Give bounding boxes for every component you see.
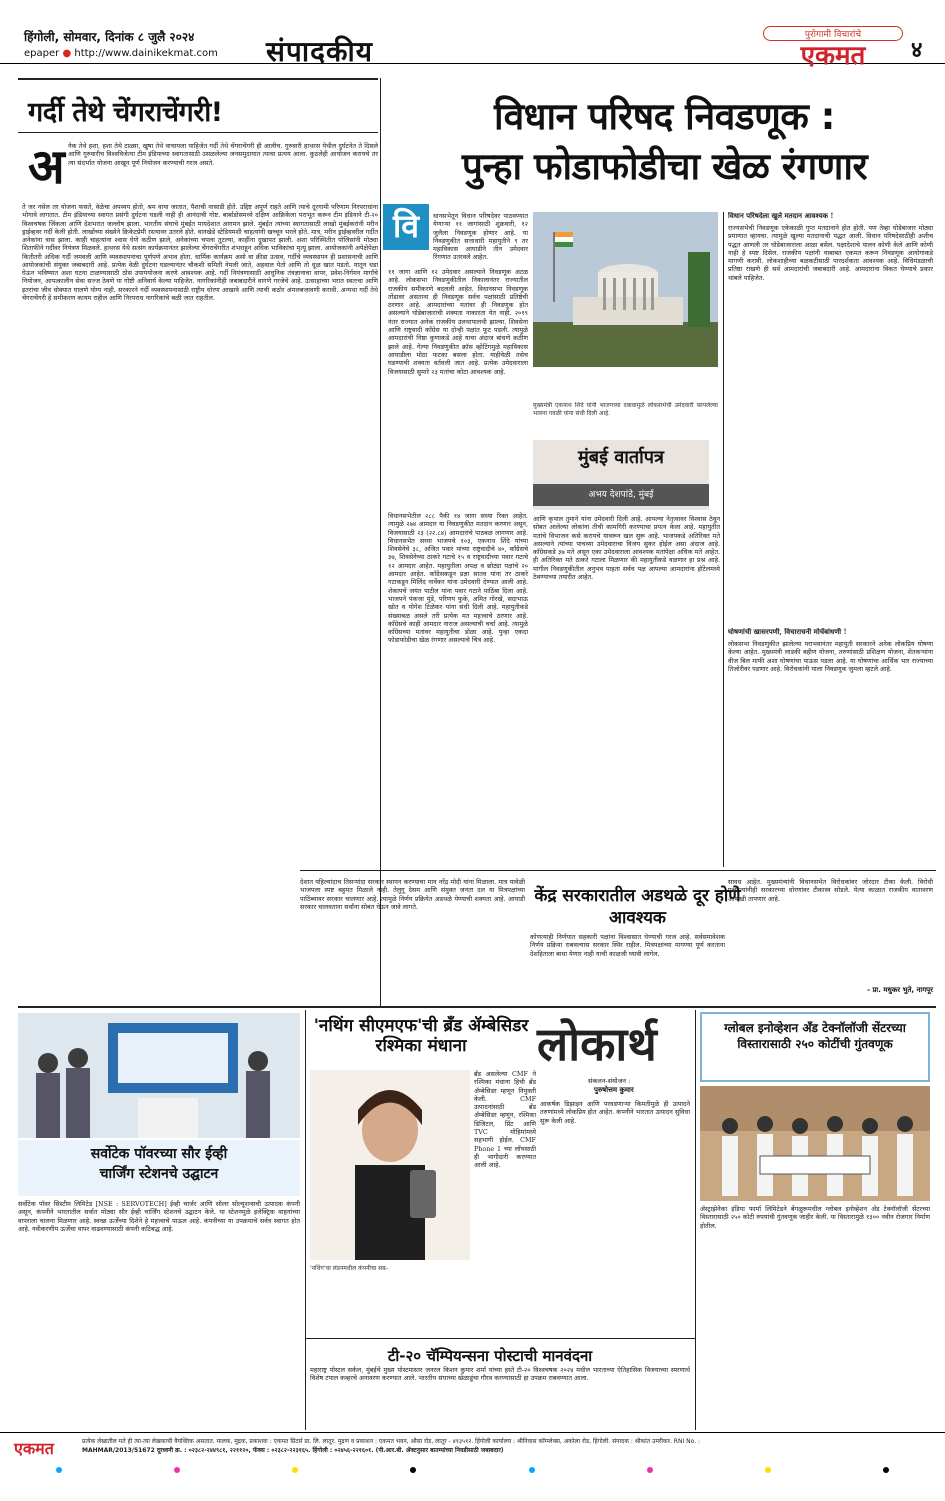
- right-subhead-1: विधान परिषदेला खुले मतदान आवश्यक !: [728, 212, 834, 220]
- servotech-headline-box: [18, 1140, 300, 1196]
- registration-mark: [883, 1467, 889, 1473]
- servotech-photo: [18, 1013, 300, 1138]
- lokarth-compiler-name: पुरुषोत्तम कुमार: [594, 1086, 634, 1094]
- registration-mark: [647, 1467, 653, 1473]
- epaper-link[interactable]: [24, 48, 218, 59]
- global-center-headline: ग्लोबल इनोव्हेशन ॲंड टेक्नॉलॉजी सेंटरच्या विस्तारासाठी २५० कोटींची गुंतवणूक: [724, 1021, 906, 1051]
- main-body-2: विधानसभेतील २८८ पैकी १४ जागा सध्या रिक्त आहेत. त्यामुळे २७४ आमदार या निवडणुकीत मतदान करणार असून, विजयासाठी २३ (२२.८४) आमदारांचे पाठबळ लागणार आहे. विधानसभेत सध्या भाजपचे १०३, एकनाथ शिंदे यांच्या शिवसेनेचे ३८, अजित पवार यांच्या राष्ट्रवादीचे ४०, काँग्रेसचे ३७, शिवसेनेच्या ठाकरे गटाचे १५ व राष्ट्रवादीच्या पवार गटाचे १२ आमदार आहेत. महायुतीला अपक्ष व छोट्या पक्षांचे २० आमदार आहेत. काँग्रेसकडून प्रज्ञा सातव यांना तर ठाकरे गटाकडून मिलिंद नार्वेकर यांना उमेदवारी देण्यात आली आहे. शेकापचे जयंत पाटील यांना पवार गटाने पाठिंबा दिला आहे. भाजपने पंकजा मुंडे, परिणय फुके, अमित गोरखे, सदाभाऊ खोत व योगेश टिळेकर यांना संधी दिली आहे. महायुतीकडे संख्याबळ असले तरी प्रत्येक मत महत्त्वाचे ठरणार आहे. काँग्रेसचे काही आमदार नाराज असल्याची चर्चा आहे. त्यामुळे काँग्रेसच्या मतांवर महायुतीचा डोळा आहे. पुन्हा एकदा फोडाफोडीचा खेळ रंगणार असल्याचे चित्र आहे.: [388, 512, 528, 645]
- epaper-url[interactable]: http://www.dainikekmat.com: [74, 48, 218, 59]
- main-headline-line1: विधान परिषद निवडणूक :: [494, 95, 835, 138]
- rashmika-text: ब्रँड असलेल्या CMF ने रश्मिका मंधाना हिची ब्रँड ॲम्बेसिडर म्हणून नियुक्ती केली. CMF उत्पादनांसाठी ब्रँड ॲम्बेसिडर म्हणून, रश्मिका डिजिटल, प्रिंट आणि TVC मोहिमांमध्ये सहभागी होईल. CMF Phone 1 च्या लाँचसाठी ही भागीदारी करण्यात आली आहे.: [474, 1070, 536, 1170]
- right-text-1: राज्यसभेची निवडणूक एकेकाळी गुप्त मतदानाने होत होती. पण तेव्हा घोडेबाजार मोठ्या प्रमाणात व्हायचा. त्यामुळे खुल्या मतदानाची पद्धत आली. विधान परिषदेसाठीही अशीच पद्धत आणली तर घोडेबाजाराला आळा बसेल. पक्षादेशाचे पालन कोणी केले आणि कोणी नाही हे स्पष्ट दिसेल. राजकीय पक्षांनी याबाबत एकमत करून निवडणूक आयोगाकडे मागणी करावी. लोकशाहीच्या बळकटीसाठी पारदर्शकता आवश्यक आहे. विधिमंडळाची प्रतिष्ठा राखणे ही सर्व आमदारांची जबाबदारी आहे. आमदारांना विकत घेण्याचे प्रकार थांबले पाहिजेत.: [728, 224, 933, 282]
- registration-mark: [765, 1467, 771, 1473]
- footer-line-2: MAHMAR/2013/51672 दूरध्वनी क्र. : ०२३८२-२४४९८१, २२११२०, फॅक्स : ०२३८२-२२३१६५. हिंगोली : ०२४५६-२२१६०१. (पी.आर.बी. ॲक्टनुसार बातम्यांच्या निवडीसाठी जबाबदार): [82, 1447, 504, 1454]
- rashmika-headline: 'नथिंग सीएमएफ'ची ब्रँड ॲम्बेसिडर रश्मिका मंधाना: [313, 1016, 529, 1056]
- rashmika-caption: 'नथिंग'चा लंडनमधील कंपनीचा सब-: [310, 1265, 388, 1272]
- editorial-lead: नेक तेथे हशा, हशा तेथे टाळ्या, खुषा तेथे वाचायला पाहिजेत गर्दी तेथे चेंगराचेंगरी ही आलीच. गुरुवारी हाथरस येथील दुर्घटनेत ते दिसले आणि गुरुवारीच विश्वविजेत्या टीम इंडियाच्या स्वागतासाठी उसळलेल्या जनसमुदायात त्याचा प्रत्यय आला. कुठलेही आयोजन करायचे तर त्या संदर्भात योजना आखून पूर्ण नियोजन करण्याची गरज असते.: [68, 142, 378, 167]
- editorial-headline: गर्दी तेथे चेंगराचेंगरी!: [28, 97, 223, 128]
- servotech-headline: [18, 1144, 300, 1184]
- logo-name: एकमत: [800, 41, 866, 71]
- column-title: मुंबई वार्तापत्र: [578, 447, 664, 468]
- t20-headline: टी-२० चॅम्पियन्सना पोस्टाची मानवंदना: [387, 1347, 593, 1365]
- epaper-icon: ●: [62, 48, 72, 59]
- section-title: संपादकीय: [266, 35, 373, 68]
- registration-marks: [0, 1462, 945, 1478]
- servotech-text: सर्वोटेक पॉवर सिस्टीम लिमिटेड [NSE : SERVOTECH] ईव्ही चार्जर आणि सोलर सोल्यूशन्सची उत्पादक कंपनी असून, कंपनीने भारतातील सर्वात मोठ्या सौर ईव्ही चार्जिंग स्टेशनचे उद्घाटन केले. या स्टेशनमुळे इलेक्ट्रिक वाहनांच्या वापराला चालना मिळणार आहे. स्वच्छ ऊर्जेच्या दिशेने हे महत्त्वाचे पाऊल आहे. कंपनीच्या या उपक्रमाचे सर्वत्र स्वागत होत आहे. नवीकरणीय ऊर्जेचा वापर वाढवण्यासाठी कंपनी कटिबद्ध आहे.: [18, 1200, 300, 1233]
- right-text-3: सावध आहेत. मुख्यमंत्र्यांनी विधानसभेत विरोधकांवर जोरदार टीका केली. विरोधी पक्षनेत्यांनीही सरकारच्या धोरणांवर टीकास्त्र सोडले. येत्या काळात राजकीय वातावरण आणखी तापणार आहे.: [728, 878, 933, 903]
- masthead-logo: [758, 26, 908, 71]
- lokarth-text: आकर्षक डिझाइन आणि परवडणाऱ्या किमतीमुळे ही उत्पादने तरुणांमध्ये लोकप्रिय होत आहेत. कंपनीने भारतात उत्पादन सुविधा सुरू केली आहे.: [540, 1100, 690, 1125]
- epaper-label: epaper: [24, 48, 60, 59]
- global-center-headline-box: [700, 1012, 930, 1082]
- column-banner: [533, 440, 709, 510]
- divider: [18, 132, 378, 133]
- center-story-left-text: देशात पहिल्यांदाच तिसऱ्यांदा सरकार स्थापन करण्याचा मान नरेंद्र मोदी यांना मिळाला. मात्र यावेळी भाजपला स्पष्ट बहुमत मिळाले नाही. तेलुगू देसम आणि संयुक्त जनता दल या मित्रपक्षांच्या पाठिंब्यावर सरकार चालणार आहे. त्यामुळे निर्णय प्रक्रियेत अडथळे येण्याची शक्यता आहे. आघाडी सरकार चालवताना सर्वांना सोबत घेऊन जावे लागते.: [300, 878, 525, 911]
- footer-logo-name: एकमत: [14, 1439, 54, 1458]
- center-story-right-text: कोणत्याही निर्णयात सहकारी पक्षांना विश्वासात घेण्याची गरज आहे. सर्वसमावेशक निर्णय प्रक्रिया राबवल्यास सरकार स्थिर राहील. मित्रपक्षांच्या मागण्या पूर्ण करताना देशहिताला बाधा येणार नाही याची काळजी घ्यावी लागेल.: [530, 933, 725, 958]
- registration-mark: [292, 1467, 298, 1473]
- photo-lead-text: [533, 370, 718, 398]
- registration-mark: [174, 1467, 180, 1473]
- registration-mark: [410, 1467, 416, 1473]
- divider: [305, 1338, 695, 1339]
- right-byline: - प्रा. मधुकर भुते, नागपूर: [867, 986, 933, 994]
- column-divider: [380, 78, 381, 1008]
- main-body-1: ११ जागा आणि १२ उमेदवार असल्याने निवडणूक अटळ आहे. लोकसभा निवडणुकीतील निकालानंतर राज्यातील राजकीय समीकरणे बदलली आहेत. विधानसभा निवडणूक तोंडावर असताना ही निवडणूक सर्वच पक्षांसाठी प्रतिष्ठेची ठरणार आहे. आमदारांच्या मतांवर ही निवडणूक होत असल्याने घोडेबाजाराची शक्यता नाकारता येत नाही. २०१९ नंतर राज्यात अनेक राजकीय उलथापालथी झाल्या. शिवसेना आणि राष्ट्रवादी काँग्रेस या दोन्ही पक्षांत फूट पडली. त्यामुळे आमदारांची निष्ठा कुणाकडे आहे याचा अंदाज बांधणे कठीण झाले आहे. गेल्या निवडणुकीत क्रॉस व्होटिंगमुळे महाविकास आघाडीला मोठा फटका बसला होता. याहीवेळी तसेच घडण्याची शक्यता वर्तवली जात आहे. प्रत्येक उमेदवाराला विजयासाठी सुमारे २३ मतांचा कोटा आवश्यक आहे.: [388, 268, 528, 376]
- column-divider: [695, 1010, 696, 1430]
- logo-tagline: पुरोगामी विचारांचे: [763, 26, 903, 41]
- divider: [18, 78, 378, 80]
- rashmika-photo: [310, 1070, 470, 1260]
- registration-mark: [529, 1467, 535, 1473]
- main-body-3: आणि कृपाल तुमाने यांना उमेदवारी दिली आहे. आपल्या नेतृत्वावर विश्वास ठेवून सोबत आलेल्या लोकांना तीची कामगिरी करण्याचा प्रयत्न केला आहे. महायुतीत मतांचे विभाजन कसे करायचे यावरून खल सुरू आहे. भाजपकडे अतिरिक्त मते असल्याने त्यांच्या पाचव्या उमेदवाराचा विजय सुकर होईल असा अंदाज आहे. काँग्रेसकडे ३७ मते असून एका उमेदवाराला आवश्यक मतांपेक्षा अधिक मते आहेत. ही अतिरिक्त मते ठाकरे गटाला मिळणार की महायुतीकडे वळणार हा प्रश्न आहे. मागील निवडणुकीतील अनुभव पाहता सर्वच पक्ष आपल्या आमदारांना हॉटेलमध्ये ठेवण्याच्या तयारीत आहेत.: [533, 515, 720, 582]
- registration-mark: [56, 1467, 62, 1473]
- divider: [18, 1006, 936, 1008]
- divider: [300, 870, 936, 871]
- main-dropcap: वि: [383, 204, 429, 250]
- main-headline: [392, 92, 937, 192]
- column-author: अभय देशपांडे, मुंबई: [533, 484, 709, 506]
- main-headline-line2: पुन्हा फोडाफोडीचा खेळ रंगणार: [461, 145, 868, 188]
- lokarth-compiler-label: संकलन-संयोजन :: [588, 1077, 631, 1085]
- photo-caption: मुख्यमंत्री एकनाथ शिंदे यांनी भाजपच्या दबावामुळे लोकसभेची उमेदवारी कापलेल्या भावना गवळी यांना संधी दिली आहे.: [533, 402, 718, 418]
- dateline: हिंगोली, सोमवार, दिनांक ८ जुलै २०२४: [24, 30, 195, 44]
- global-center-text: ॲस्ट्राझेनेका इंडिया फार्मा लिमिटेडने बेंगळुरूमधील ग्लोबल इनोव्हेशन ॲंड टेक्नॉलॉजी सेंटरच्या विस्तारासाठी २५० कोटी रुपयांची गुंतवणूक जाहीर केली. या विस्तारामुळे १३०० नवीन रोजगार निर्माण होतील.: [700, 1205, 930, 1230]
- servotech-headline-line1: सर्वोटेक पॉवरच्या सौर ईव्ही: [90, 1146, 228, 1162]
- footer-imprint: [82, 1437, 932, 1455]
- t20-text: महाराष्ट्र पोस्टल सर्कल, मुंबईचे मुख्य पोस्टमास्तर जनरल किशन कुमार शर्मा यांच्या हस्ते टी-२० विश्वचषक २०२४ मधील भारताच्या ऐतिहासिक विजयाच्या स्मरणार्थ विशेष टपाल कव्हरचे अनावरण करण्यात आले. भारतीय संघाच्या खेळाडूंचा गौरव करण्यासाठी हा उपक्रम राबवण्यात आला.: [310, 1366, 690, 1383]
- right-text-2: लोकसभा निवडणुकीत झालेल्या पराभवानंतर महायुती सरकारने अनेक लोकप्रिय घोषणा केल्या आहेत. मुख्यमंत्री लाडकी बहीण योजना, तरुणांसाठी प्रशिक्षण योजना, शेतकऱ्यांना वीज बिल माफी अशा घोषणांचा पाऊस पडला आहे. या घोषणांचा आर्थिक भार राज्याच्या तिजोरीवर पडणार आहे. विरोधकांनी याला निवडणूक जुमला म्हटले आहे.: [728, 640, 933, 673]
- column-divider: [723, 212, 724, 867]
- vidhan-bhavan-photo: [533, 212, 718, 367]
- footer-line-1: प्रत्येक लेखातील मते ही त्या-त्या लेखकाची वैयक्तिक असतात. मालक, मुद्रक, प्रकाशक : एकमत प्रिंटर्स प्रा. लि. लातूर. मुद्रण व प्रकाशन : एकमत भवन, औसा रोड, लातूर - ४१३५१२. हिंगोली कार्यालय : श्रीनिवास कॉम्प्लेक्स, अकोला रोड, हिंगोली. संपादक : श्रीकांत उमरीकर. RNI No. :: [82, 1438, 701, 1445]
- editorial-body: ते जर नसेल तर योजना फसते, वेळेचा अपव्यय होतो, श्रम वाया जातात, पैशाची नासाडी होते. उद्दिष्ट अपूर्ण राहते आणि त्याचे दूरगामी परिणाम निरपराधांना भोगावे लागतात. टीम इंडियाच्या स्वागत प्रसंगी दुर्घटना घडली नाही ही आनंदाची गोष्ट. बार्बाडोसमध्ये दक्षिण आफ्रिकेला पराभूत करून टीम इंडियाने टी-२० विश्वचषक जिंकला आणि देशभरात जल्लोष झाला. भारतीय संघाचे मुंबईत मायदेशात आगमन झाले. मुंबईत त्यांच्या स्वागतासाठी लाखो मुंबईकरांनी मरीन ड्राईव्हवर गर्दी केली होती. लाखोंच्या संख्येने क्रिकेटप्रेमी रस्त्यावर उतरले होते. वानखेडे स्टेडियमशी चाहत्यांनी खच्चून भरले होते. मात्र, मरीन ड्राईव्हवरील गर्दीत अनेकांना त्रास झाला. काही चाहत्यांना श्वास घेणे कठीण झाले, अनेकांच्या चपला तुटल्या, काहींना दुखापत झाली. अशा परिस्थितीत पोलिसांनी मोठ्या शिताफीने गर्दीवर नियंत्रण मिळवले. हाथरस येथे सत्संग कार्यक्रमानंतर झालेल्या चेंगराचेंगरीत शंभराहून अधिक भाविकांचा मृत्यू झाला. आयोजकांनी अपेक्षेपेक्षा कितीतरी अधिक गर्दी जमवली आणि व्यवस्थापनाचा पूर्णपणे अभाव होता. धार्मिक कार्यक्रम असो वा क्रीडा उत्सव, गर्दीचे व्यवस्थापन ही प्रशासनाची आणि आयोजकांची संयुक्त जबाबदारी आहे. प्रत्येक वेळी दुर्घटना घडल्यानंतर चौकशी समिती नेमली जाते, अहवाल येतो आणि तो धूळ खात पडतो. यातून धडा घेऊन भविष्यात अशा घटना टाळण्यासाठी ठोस उपाययोजना करणे आवश्यक आहे. गर्दी नियंत्रणासाठी आधुनिक तंत्रज्ञानाचा वापर, प्रवेश-निर्गमन मार्गांचे नियोजन, आपत्कालीन सेवा सज्ज ठेवणे या गोष्टी अनिवार्य केल्या पाहिजेत. नागरिकांनीही जबाबदारीने वागणे गरजेचे आहे. उत्साहाच्या भरात स्वतःचा आणि इतरांचा जीव धोक्यात घालणे योग्य नाही. सरकारने गर्दी व्यवस्थापनासाठी राष्ट्रीय धोरण आखावे आणि त्याची कठोर अंमलबजावणी करावी. अन्यथा गर्दी तेथे चेंगराचेंगरी हे समीकरण कायम राहील आणि निरपराध नागरिकांचे बळी जात राहतील.: [22, 203, 378, 302]
- editorial-dropcap: अ: [28, 139, 65, 195]
- servotech-headline-line2: चार्जिंग स्टेशनचे उद्घाटन: [99, 1166, 219, 1182]
- center-story-headline: केंद्र सरकारातील अडथळे दूर होणे आवश्यक: [534, 886, 741, 928]
- right-subhead-2: घोषणांची खासरपणी, विचाराचनी मोर्चेबांधणी !: [728, 628, 847, 636]
- column-divider: [305, 1010, 306, 1430]
- main-lead: धानसभेतून विधान परिषदेवर पाठवण्यात येणाऱ्या ११ जागांसाठी शुक्रवारी, १२ जुलैला निवडणूक होणार आहे. या निवडणुकीत सत्ताधारी महायुतीने ९ तर महाविकास आघाडीने तीन उमेदवार रिंगणात उतरवले आहेत.: [433, 212, 528, 262]
- lokarth-title: लोकार्थ: [537, 1017, 657, 1071]
- page-number: ४: [911, 38, 923, 63]
- global-center-photo: [700, 1086, 930, 1201]
